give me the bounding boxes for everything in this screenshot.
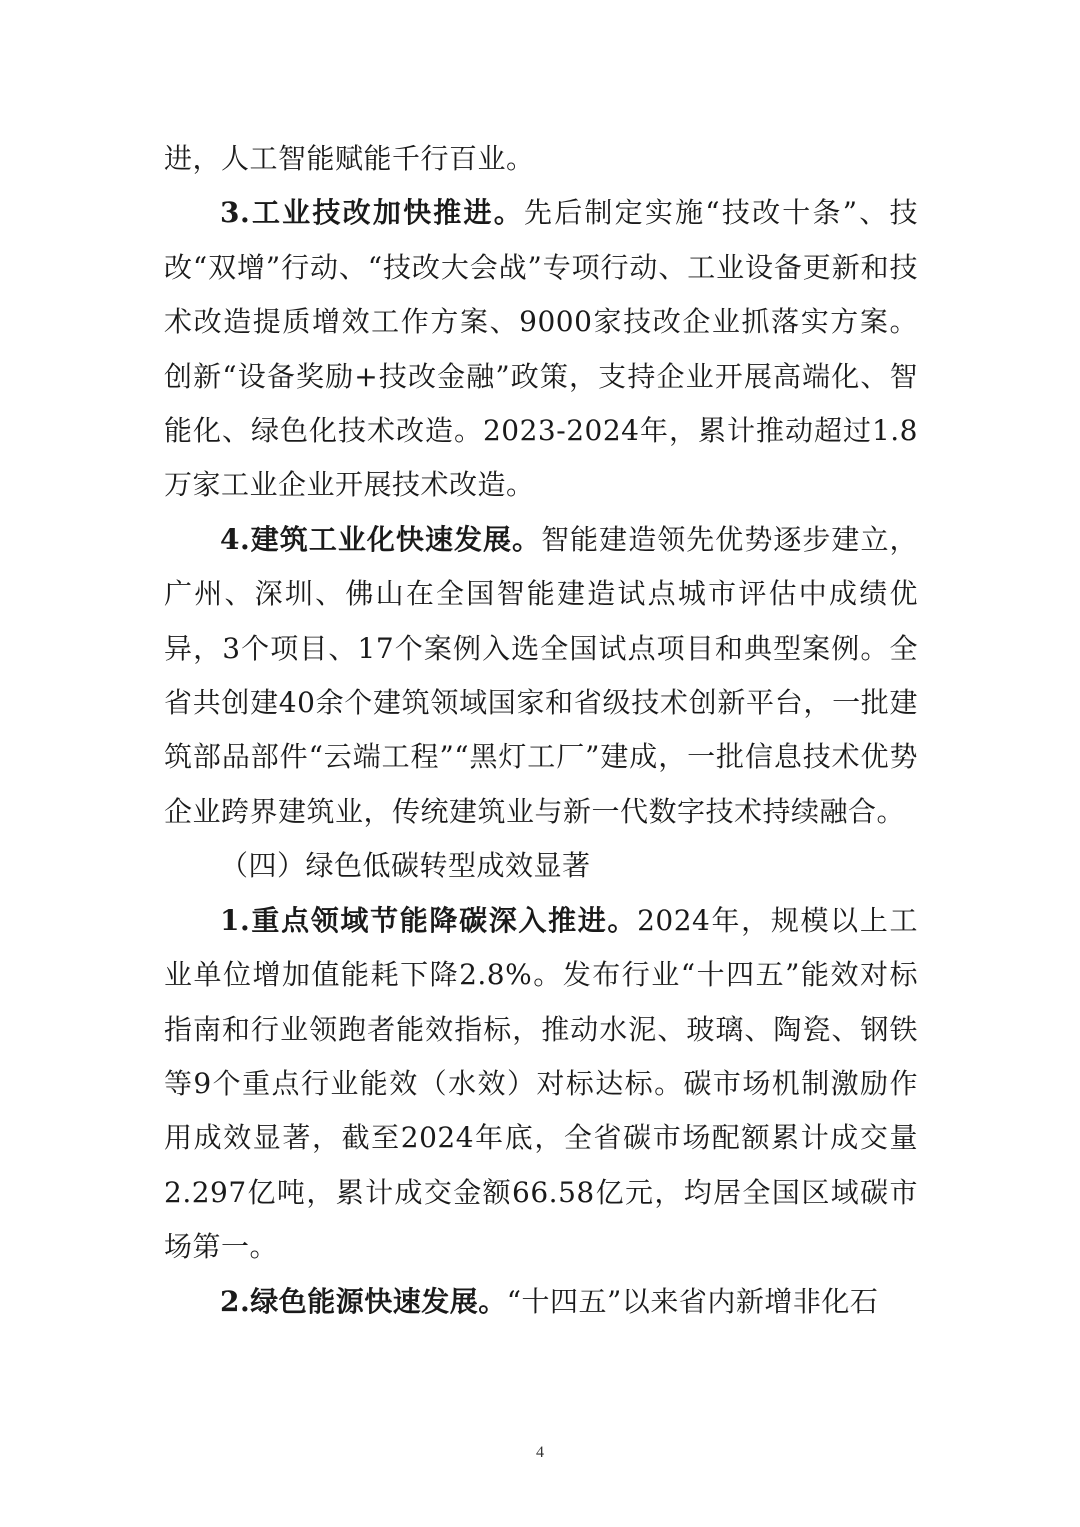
- page-number: 4: [536, 1444, 544, 1461]
- paragraph-text: “十四五”以来省内新增非化石: [506, 1284, 879, 1318]
- paragraph-heading: 1.重点领域节能降碳深入推进。: [220, 903, 638, 937]
- paragraph-continuation: [164, 132, 918, 186]
- paragraph-energy-saving-carbon: [164, 894, 918, 1275]
- paragraph-construction-industrialization: [164, 513, 918, 839]
- section-heading: （四）绿色低碳转型成效显著: [220, 849, 591, 883]
- paragraph-text: 进，人工智能赋能千行百业。: [164, 142, 535, 175]
- paragraph-heading: 2.绿色能源快速发展。: [220, 1284, 507, 1318]
- paragraph-text: 先后制定实施“技改十条”、技改“双增”行动、“技改大会战”专项行动、工业设备更新和技术改造提质增效工作方案、9000家技改企业抓落实方案。创新“设备奖励+技改金融”政策，支持企业开展高端化、智能化、绿色化技术改造。2023-2024年，累计推动超过1.8万家工业企业开展技术改造。: [164, 196, 918, 502]
- paragraph-text: 智能建造领先优势逐步建立，广州、深圳、佛山在全国智能建造试点城市评估中成绩优异，3个项目、17个案例入选全国试点项目和典型案例。全省共创建40余个建筑领域国家和省级技术创新平台，一批建筑部品部件“云端工程”“黑灯工厂”建成，一批信息技术优势企业跨界建筑业，传统建筑业与新一代数字技术持续融合。: [164, 522, 918, 828]
- paragraph-heading: 3.工业技改加快推进。: [220, 196, 524, 230]
- paragraph-green-energy: [164, 1275, 918, 1329]
- document-page: [164, 132, 918, 1329]
- paragraph-industrial-tech-upgrade: [164, 186, 918, 512]
- paragraph-heading: 4.建筑工业化快速发展。: [220, 522, 542, 556]
- paragraph-text: 2024年，规模以上工业单位增加值能耗下降2.8%。发布行业“十四五”能效对标指南和行业领跑者能效指标，推动水泥、玻璃、陶瓷、钢铁等9个重点行业能效（水效）对标达标。碳市场机制激励作用成效显著，截至2024年底，全省碳市场配额累计成交量2.297亿吨，累计成交金额66.58亿元，均居全国区域碳市场第一。: [164, 903, 919, 1264]
